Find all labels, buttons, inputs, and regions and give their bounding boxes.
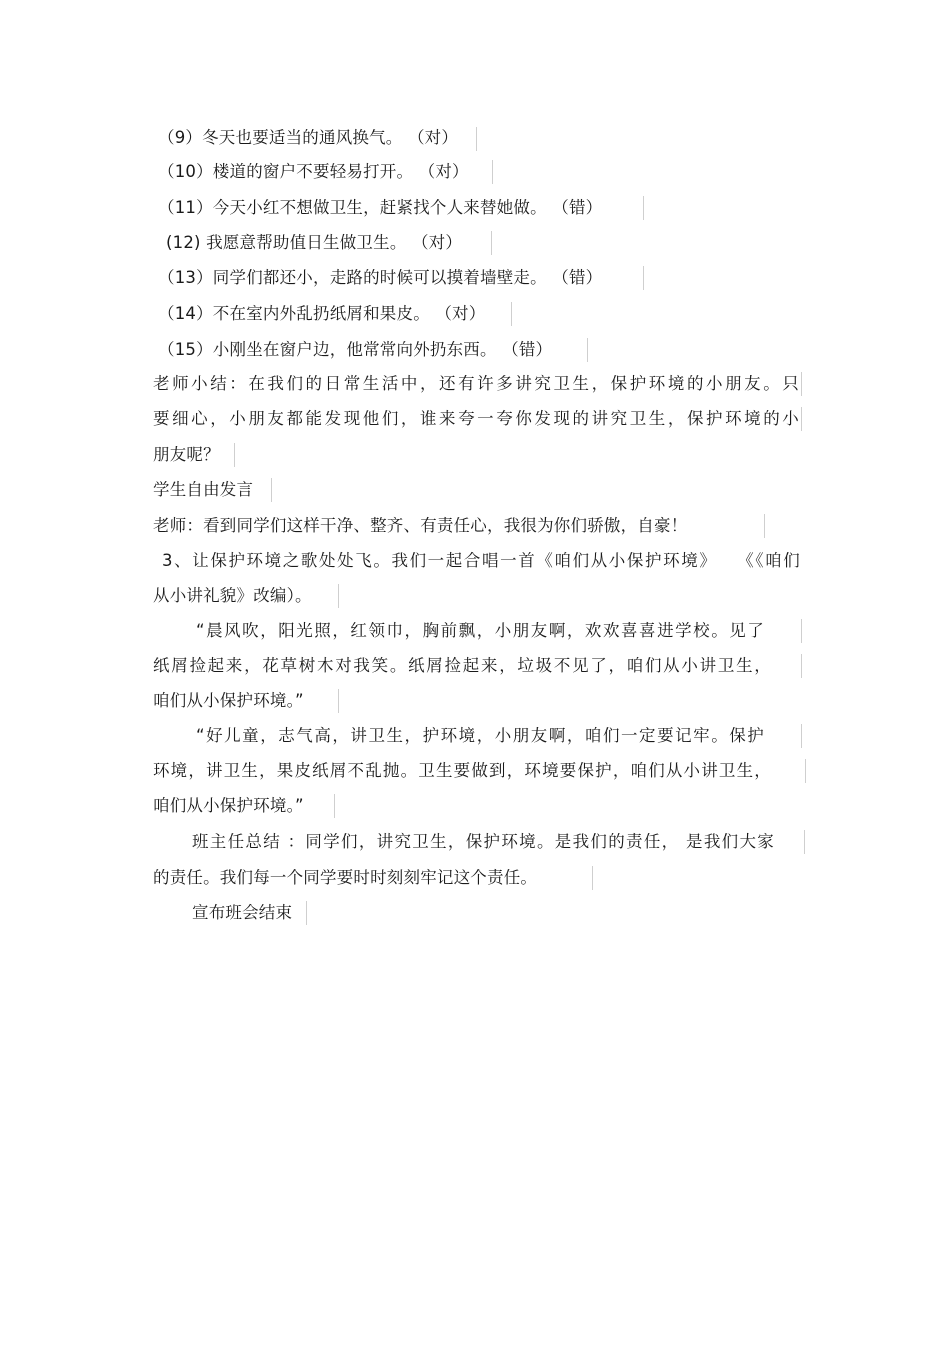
song-verse2-line-1: “好儿童，志气高，讲卫生，护环境，小朋友啊，咱们一定要记牢。保护 (196, 726, 764, 745)
text-cursor-mark (492, 160, 493, 184)
quiz-item-14: （14）不在室内外乱扔纸屑和果皮。 （对） (158, 304, 486, 323)
text-cursor-mark (804, 830, 805, 854)
text-cursor-mark (801, 619, 802, 643)
text-cursor-mark (592, 866, 593, 890)
quiz-item-11: （11）今天小红不想做卫生，赶紧找个人来替她做。 （错） (158, 198, 603, 217)
song-verse2-line-3: 咱们从小保护环境。” (153, 796, 304, 815)
text-cursor-mark (801, 654, 802, 678)
quiz-item-12: (12) 我愿意帮助值日生做卫生。 （对） (166, 233, 463, 252)
text-cursor-mark (491, 231, 492, 255)
quiz-item-15: （15）小刚坐在窗户边，他常常向外扔东西。 （错） (158, 340, 553, 359)
text-cursor-mark (271, 478, 272, 502)
head-teacher-summary-line-1: 班主任总结 ：同学们，讲究卫生，保护环境。是我们的责任， 是我们大家 (192, 832, 774, 851)
teacher-summary-line-2: 要细心，小朋友都能发现他们，谁来夸一夸你发现的讲究卫生，保护环境的小 (153, 409, 799, 428)
quiz-item-13: （13）同学们都还小，走路的时候可以摸着墙壁走。 （错） (158, 268, 603, 287)
text-cursor-mark (587, 338, 588, 362)
head-teacher-summary-line-2: 的责任。我们每一个同学要时时刻刻牢记这个责任。 (153, 868, 538, 887)
text-cursor-mark (801, 407, 802, 431)
text-cursor-mark (306, 901, 307, 925)
closing-line: 宣布班会结束 (192, 903, 293, 922)
teacher-summary-line-1: 老师小结：在我们的日常生活中，还有许多讲究卫生，保护环境的小朋友。只 (153, 374, 799, 393)
text-cursor-mark (338, 584, 339, 608)
text-cursor-mark (805, 759, 806, 783)
text-cursor-mark (334, 794, 335, 818)
song-verse2-line-2: 环境，讲卫生，果皮纸屑不乱抛。卫生要做到，环境要保护，咱们从小讲卫生， (153, 761, 771, 780)
section3-line-2: 从小讲礼貌》改编）。 (153, 586, 312, 605)
quiz-item-10: （10）楼道的窗户不要轻易打开。 （对） (158, 162, 469, 181)
text-cursor-mark (476, 127, 477, 151)
text-cursor-mark (338, 689, 339, 713)
text-cursor-mark (764, 514, 765, 538)
text-cursor-mark (643, 266, 644, 290)
student-speech: 学生自由发言 (153, 480, 254, 499)
text-cursor-mark (234, 443, 235, 467)
song-verse1-line-3: 咱们从小保护环境。” (153, 691, 304, 710)
song-verse1-line-2: 纸屑捡起来，花草树木对我笑。纸屑捡起来，垃圾不见了，咱们从小讲卫生， (153, 656, 771, 675)
text-cursor-mark (511, 302, 512, 326)
text-cursor-mark (801, 724, 802, 748)
section3-line-1: 3、让保护环境之歌处处飞。我们一起合唱一首《咱们从小保护环境》 《《咱们 (162, 551, 800, 570)
text-cursor-mark (643, 196, 644, 220)
teacher-summary-line-3: 朋友呢？ (153, 445, 220, 464)
song-verse1-line-1: “晨风吹，阳光照，红领巾，胸前飘，小朋友啊，欢欢喜喜进学校。见了 (196, 621, 764, 640)
teacher-praise: 老师：看到同学们这样干净、整齐、有责任心，我很为你们骄傲，自豪！ (153, 516, 688, 535)
quiz-item-9: （9）冬天也要适当的通风换气。 （对） (158, 128, 459, 147)
text-cursor-mark (801, 372, 802, 396)
